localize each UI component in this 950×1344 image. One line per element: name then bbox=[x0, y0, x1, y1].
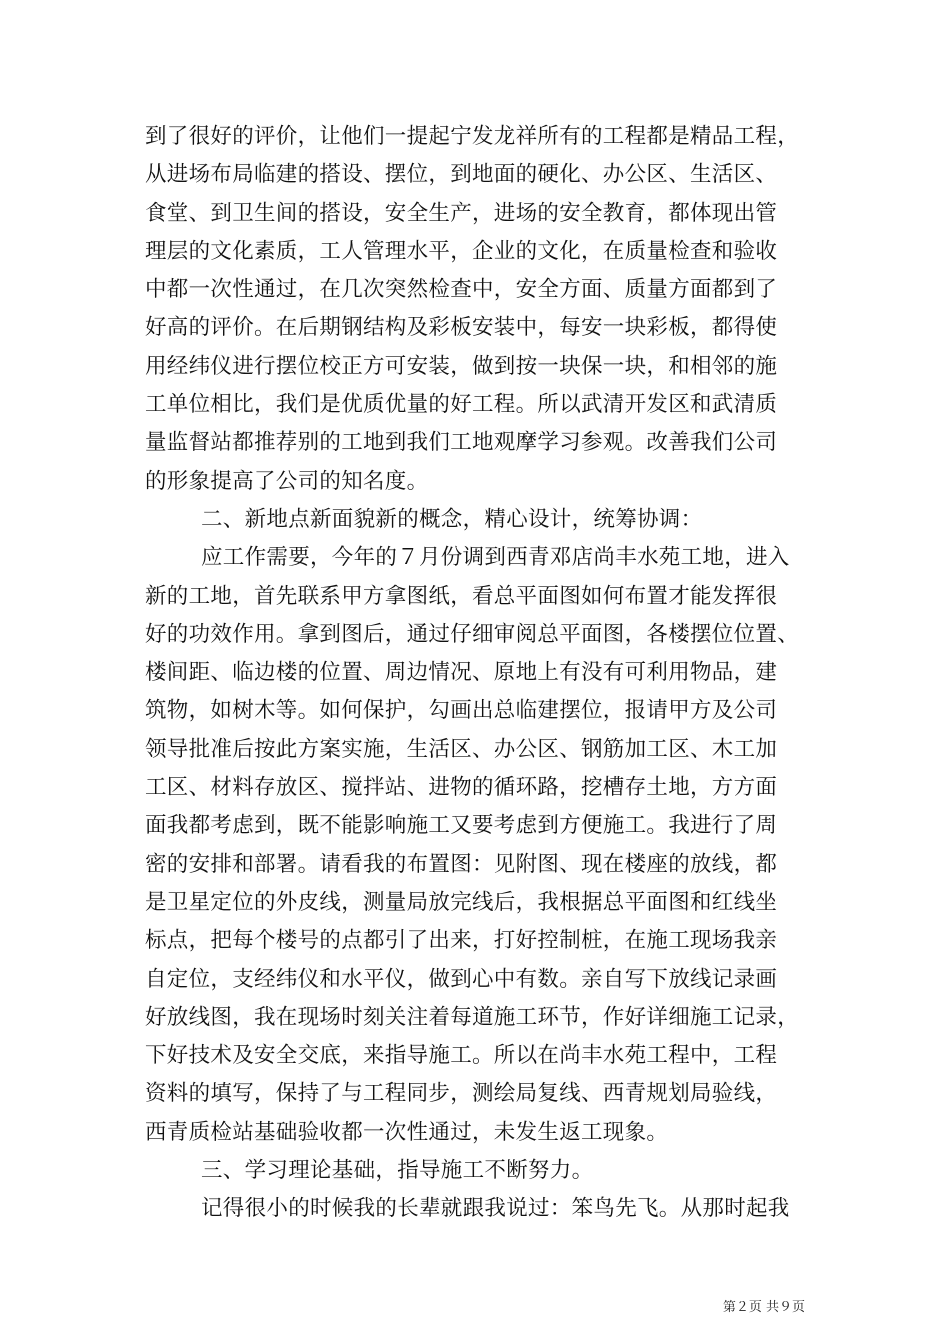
text-line: 理层的文化素质，工人管理水平，企业的文化，在质量检查和验收 bbox=[145, 238, 778, 264]
page-number: 第２页 共９页 bbox=[722, 1300, 805, 1315]
text-line: 三、学习理论基础，指导施工不断努力。 bbox=[201, 1158, 594, 1184]
text-line: 领导批准后按此方案实施，生活区、办公区、钢筋加工区、木工加 bbox=[145, 736, 778, 762]
text-line: 标点，把每个楼号的点都引了出来，打好控制桩，在施工现场我亲 bbox=[145, 928, 778, 954]
text-line: 记得很小的时候我的长辈就跟我说过：笨鸟先飞。从那时起我 bbox=[201, 1196, 790, 1222]
text-line: 工单位相比，我们是优质优量的好工程。所以武清开发区和武清质 bbox=[145, 392, 778, 418]
text-line: 好的功效作用。拿到图后，通过仔细审阅总平面图，各楼摆位位置、 bbox=[145, 621, 800, 647]
text-line: 二、新地点新面貌新的概念，精心设计，统筹协调： bbox=[201, 506, 703, 532]
text-line: 面我都考虑到，既不能影响施工又要考虑到方便施工。我进行了周 bbox=[145, 813, 778, 839]
text-line: 好高的评价。在后期钢结构及彩板安装中，每安一块彩板，都得使 bbox=[145, 315, 778, 341]
text-line: 的形象提高了公司的知名度。 bbox=[145, 468, 429, 494]
body-text bbox=[145, 118, 825, 1229]
text-line: 用经纬仪进行摆位校正方可安装，做到按一块保一块，和相邻的施 bbox=[145, 353, 778, 379]
text-line: 密的安排和部署。请看我的布置图：见附图、现在楼座的放线，都 bbox=[145, 851, 778, 877]
text-line: 好放线图，我在现场时刻关注着每道施工环节，作好详细施工记录， bbox=[145, 1004, 800, 1030]
text-line: 从进场布局临建的搭设、摆位，到地面的硬化、办公区、生活区、 bbox=[145, 162, 778, 188]
text-line: 新的工地，首先联系甲方拿图纸，看总平面图如何布置才能发挥很 bbox=[145, 583, 778, 609]
text-line: 食堂、到卫生间的搭设，安全生产，进场的安全教育，都体现出管 bbox=[145, 200, 778, 226]
text-line: 西青质检站基础验收都一次性通过，未发生返工现象。 bbox=[145, 1119, 669, 1145]
text-line: 中都一次性通过，在几次突然检查中，安全方面、质量方面都到了 bbox=[145, 277, 778, 303]
text-line: 楼间距、临边楼的位置、周边情况、原地上有没有可利用物品，建 bbox=[145, 660, 778, 686]
text-line: 应工作需要，今年的７月份调到西青邓店尚丰水苑工地，进入 bbox=[201, 545, 790, 571]
text-line: 是卫星定位的外皮线，测量局放完线后，我根据总平面图和红线坐 bbox=[145, 889, 778, 915]
text-line: 量监督站都推荐别的工地到我们工地观摩学习参观。改善我们公司 bbox=[145, 430, 778, 456]
text-line: 资料的填写，保持了与工程同步，测绘局复线、西青规划局验线， bbox=[145, 1081, 778, 1107]
text-line: 下好技术及安全交底，来指导施工。所以在尚丰水苑工程中，工程 bbox=[145, 1043, 778, 1069]
text-line: 自定位，支经纬仪和水平仪，做到心中有数。亲自写下放线记录画 bbox=[145, 966, 778, 992]
text-line: 到了很好的评价，让他们一提起宁发龙祥所有的工程都是精品工程， bbox=[145, 124, 800, 149]
text-line: 工区、材料存放区、搅拌站、进物的循环路，挖槽存土地，方方面 bbox=[145, 775, 778, 801]
text-line: 筑物，如树木等。如何保护，勾画出总临建摆位，报请甲方及公司 bbox=[145, 698, 778, 724]
